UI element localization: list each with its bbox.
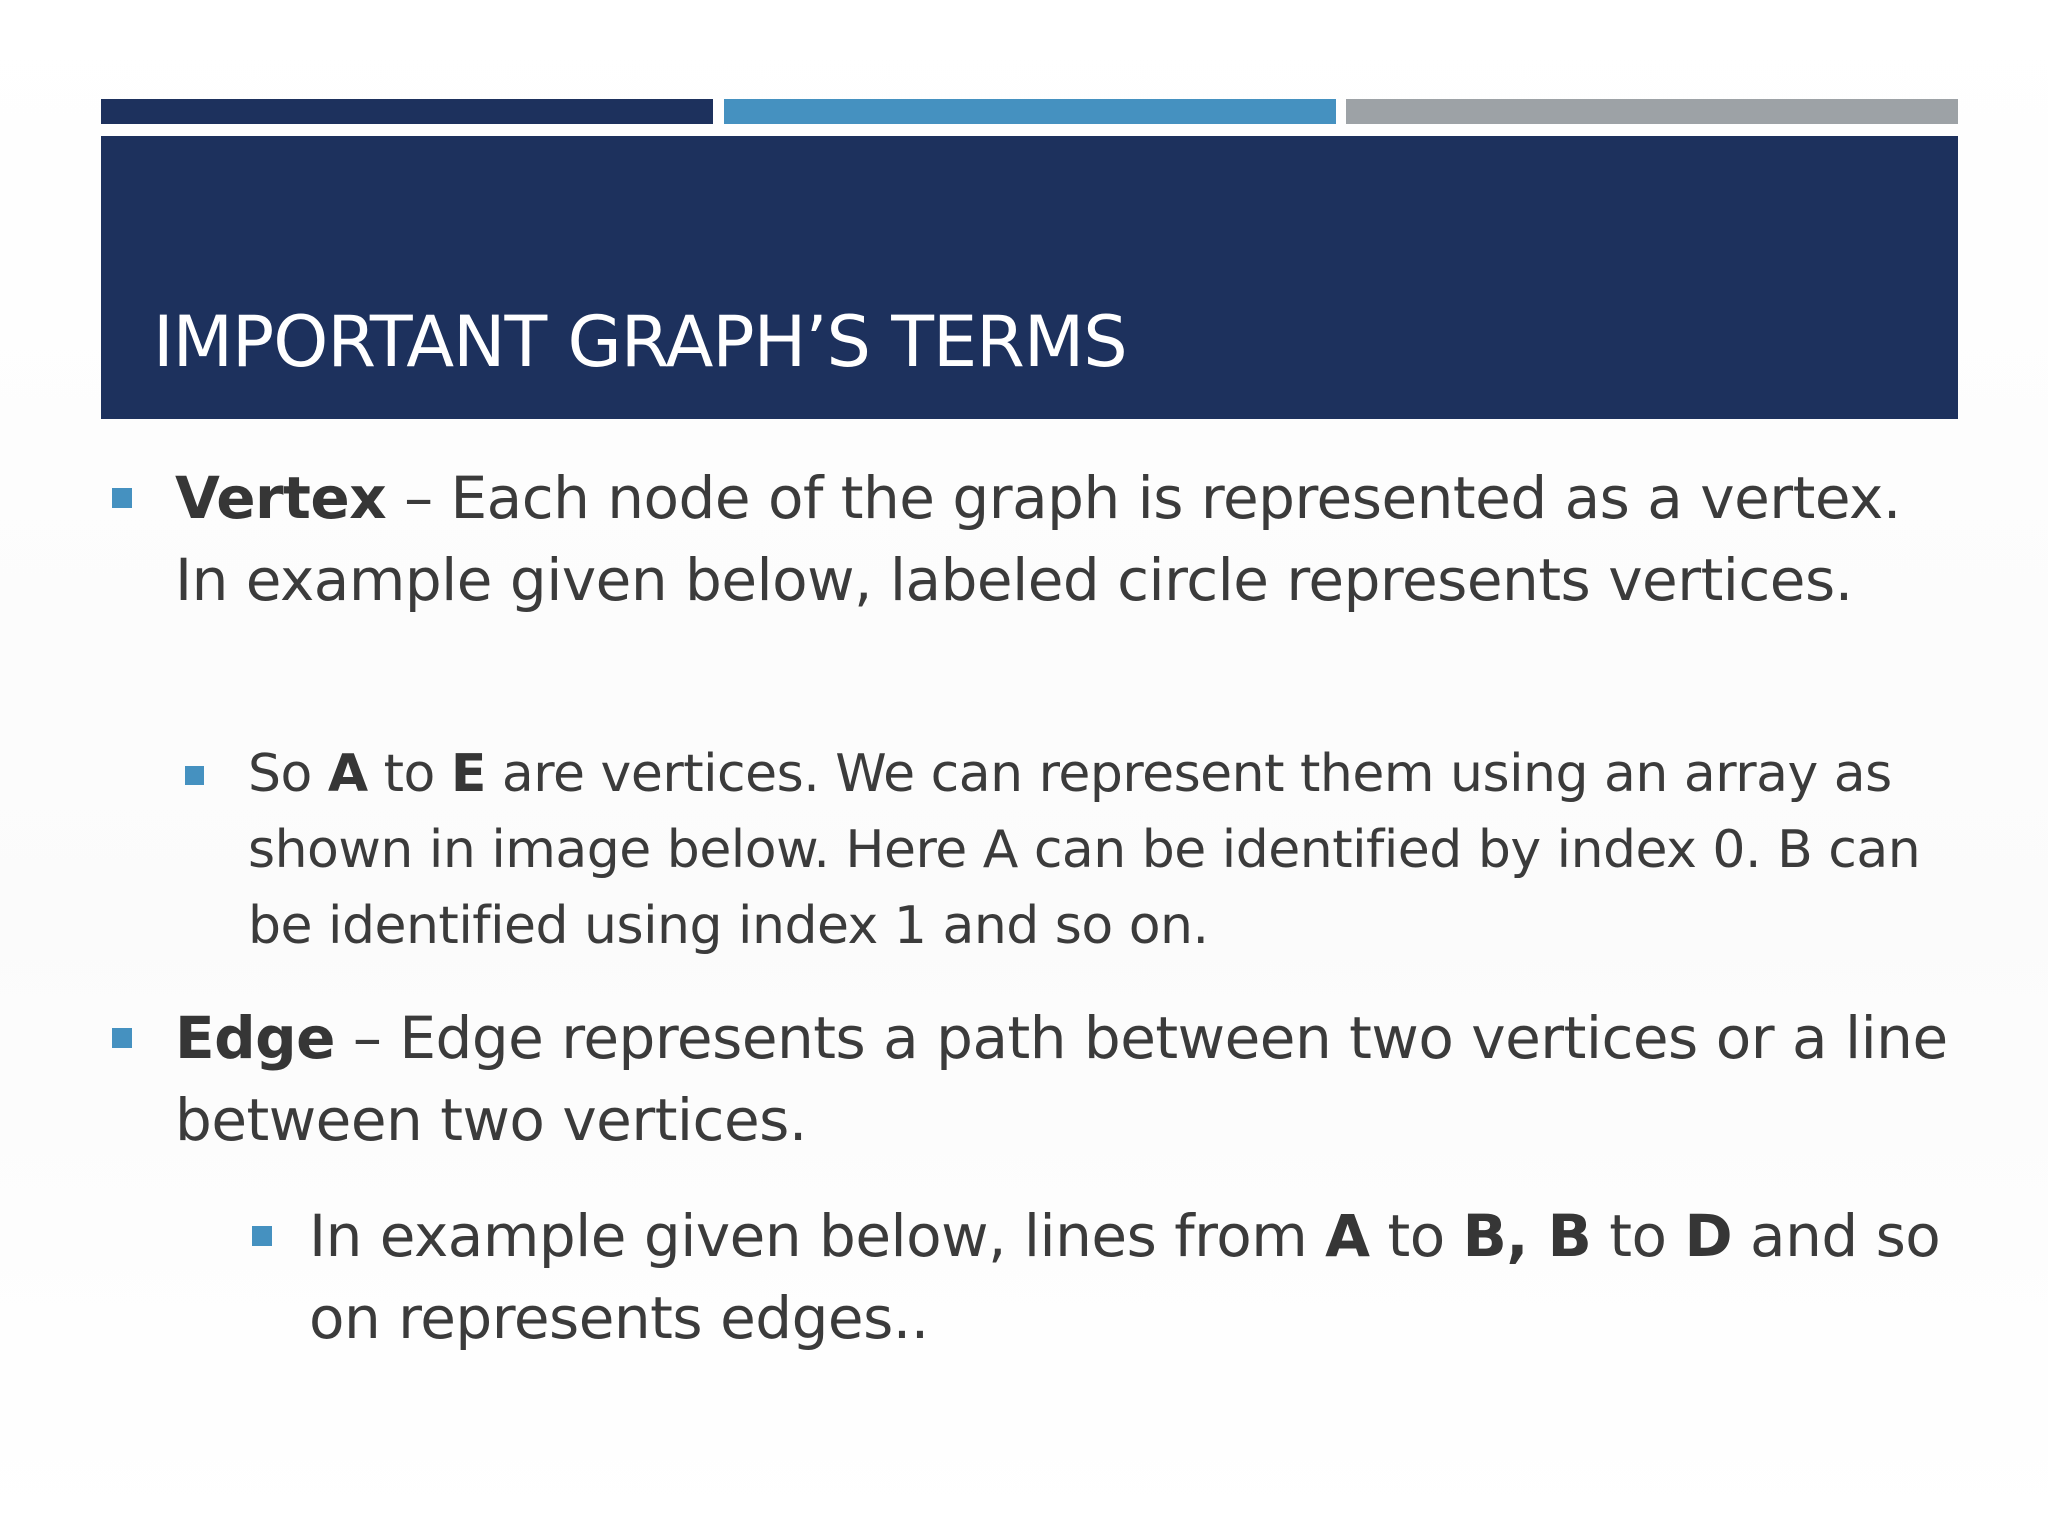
accent-bar-dark: [101, 99, 713, 124]
bold-segment: B, B: [1462, 1202, 1592, 1270]
slide-title: IMPORTANT GRAPH’S TERMS: [153, 301, 1127, 383]
accent-bar-blue: [724, 99, 1336, 124]
bold-segment: A: [1325, 1202, 1370, 1270]
accent-bar-gray: [1346, 99, 1958, 124]
bold-segment: A: [327, 744, 368, 804]
text-segment: are vertices. We can represent them using an array as shown in image below. Here A can be identified by index 0. B can be identified using index 1 and so on.: [248, 744, 1921, 956]
square-bullet-icon: [252, 1226, 272, 1246]
square-bullet-icon: [112, 488, 132, 508]
bold-segment: E: [450, 744, 486, 804]
text-segment: So: [248, 744, 328, 804]
square-bullet-icon: [112, 1028, 132, 1048]
term-edge: Edge: [175, 1004, 335, 1072]
square-bullet-icon: [185, 766, 204, 785]
text-segment: to: [1369, 1202, 1463, 1270]
bullet-edge: [175, 997, 1955, 1161]
text-segment: and so on represents edges..: [309, 1202, 1941, 1352]
text-segment: to: [367, 744, 451, 804]
bullet-edge-example: [309, 1195, 1959, 1359]
bullet-vertex-example: [248, 736, 1948, 964]
text-segment: to: [1591, 1202, 1685, 1270]
edge-definition: – Edge represents a path between two vertices or a line between two vertices.: [175, 1004, 1948, 1154]
title-band: [101, 136, 1958, 419]
bullet-vertex: [175, 457, 1955, 621]
bold-segment: D: [1684, 1202, 1733, 1270]
text-segment: In example given below, lines from: [309, 1202, 1326, 1270]
term-vertex: Vertex: [175, 464, 387, 532]
vertex-definition: – Each node of the graph is represented as a vertex. In example given below, labeled circle represents vertices.: [175, 464, 1901, 614]
